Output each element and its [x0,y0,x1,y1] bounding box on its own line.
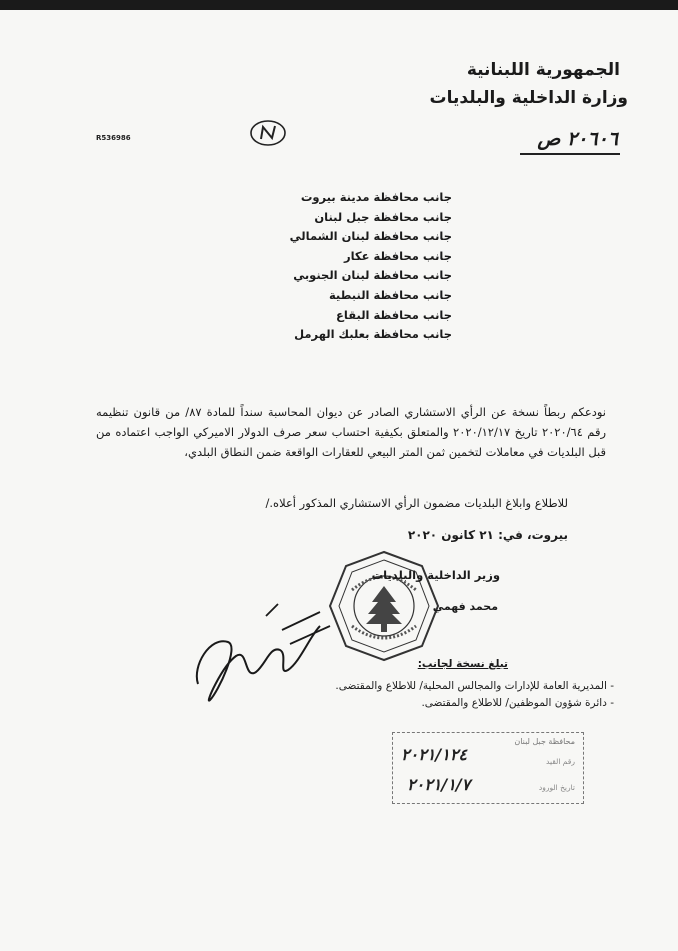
recipient-item: جانب محافظة عكار [343,248,452,263]
recipient-item: جانب محافظة لبنان الشمالي [289,229,452,244]
recipient-item: جانب محافظة جبل لبنان [314,209,452,224]
stamp-title: محافظة جبل لبنان [514,737,575,746]
body-text: نودعكم ربطاً نسخة عن الرأي الاستشاري الصادر عن ديوان المحاسبة سنداً للمادة ٨٧/ من قانون تنظيمه رقم ٢٠٢٠/٦٤ تاريخ ٢٠٢٠/١٢/١٧ والمتعلق بكيفية احتساب سعر صرف الدولار الاميركي الواجب اعتماده من قبل البلديات في معاملات لتخمين ثمن المتر البيعي للعقارات الواقعة ضمن النطاق البلدي، [96,405,606,459]
date-line: بيروت، في: ٢١ كانون ٢٠٢٠ [407,528,568,542]
republic-header: الجمهورية اللبنانية [466,60,620,80]
recipient-item: جانب محافظة لبنان الجنوبي [293,268,452,283]
recipients-list [290,188,452,345]
recipient-item: جانب محافظة بعلبك الهرمل [294,327,452,342]
cc-list [335,678,614,712]
stamp-label-registration: رقم القيد [546,757,575,766]
recipient-item: جانب محافظة مدينة بيروت [300,190,452,204]
recipient-item: جانب محافظة النبطية [328,287,452,302]
cc-item: - دائرة شؤون الموظفين/ للاطلاع والمقتضى. [421,697,614,709]
minister-title: وزير الداخلية والبلديات [371,568,500,582]
handwritten-mark-icon [248,118,288,148]
closing-line: للاطلاع وابلاغ البلديات مضمون الرأي الاستشاري المذكور أعلاه./ [265,496,568,510]
stamp-date-value: ٢٠٢١/١/٧ [407,775,471,794]
document-number: ٢٠٦٠٦ ص [537,128,618,150]
body-paragraph [96,402,606,462]
signature-icon [170,596,350,706]
document-page [0,10,678,951]
stamp-registration-value: ٢٠٢١/١٢٤ [401,745,467,764]
cc-item: - المديرية العامة للإدارات والمجالس المحلية/ للاطلاع والمقتضى. [335,680,614,692]
reference-code: R536986 [96,134,131,142]
document-number-underline [520,153,620,155]
minister-name: محمد فهمي [432,600,498,613]
ministry-header: وزارة الداخلية والبلديات [429,88,628,108]
recipient-item: جانب محافظة البقاع [336,307,452,322]
registry-stamp [392,732,584,804]
cc-title: تبلغ نسخة لجانب: [417,658,508,670]
stamp-label-date: تاريخ الورود [538,783,575,792]
